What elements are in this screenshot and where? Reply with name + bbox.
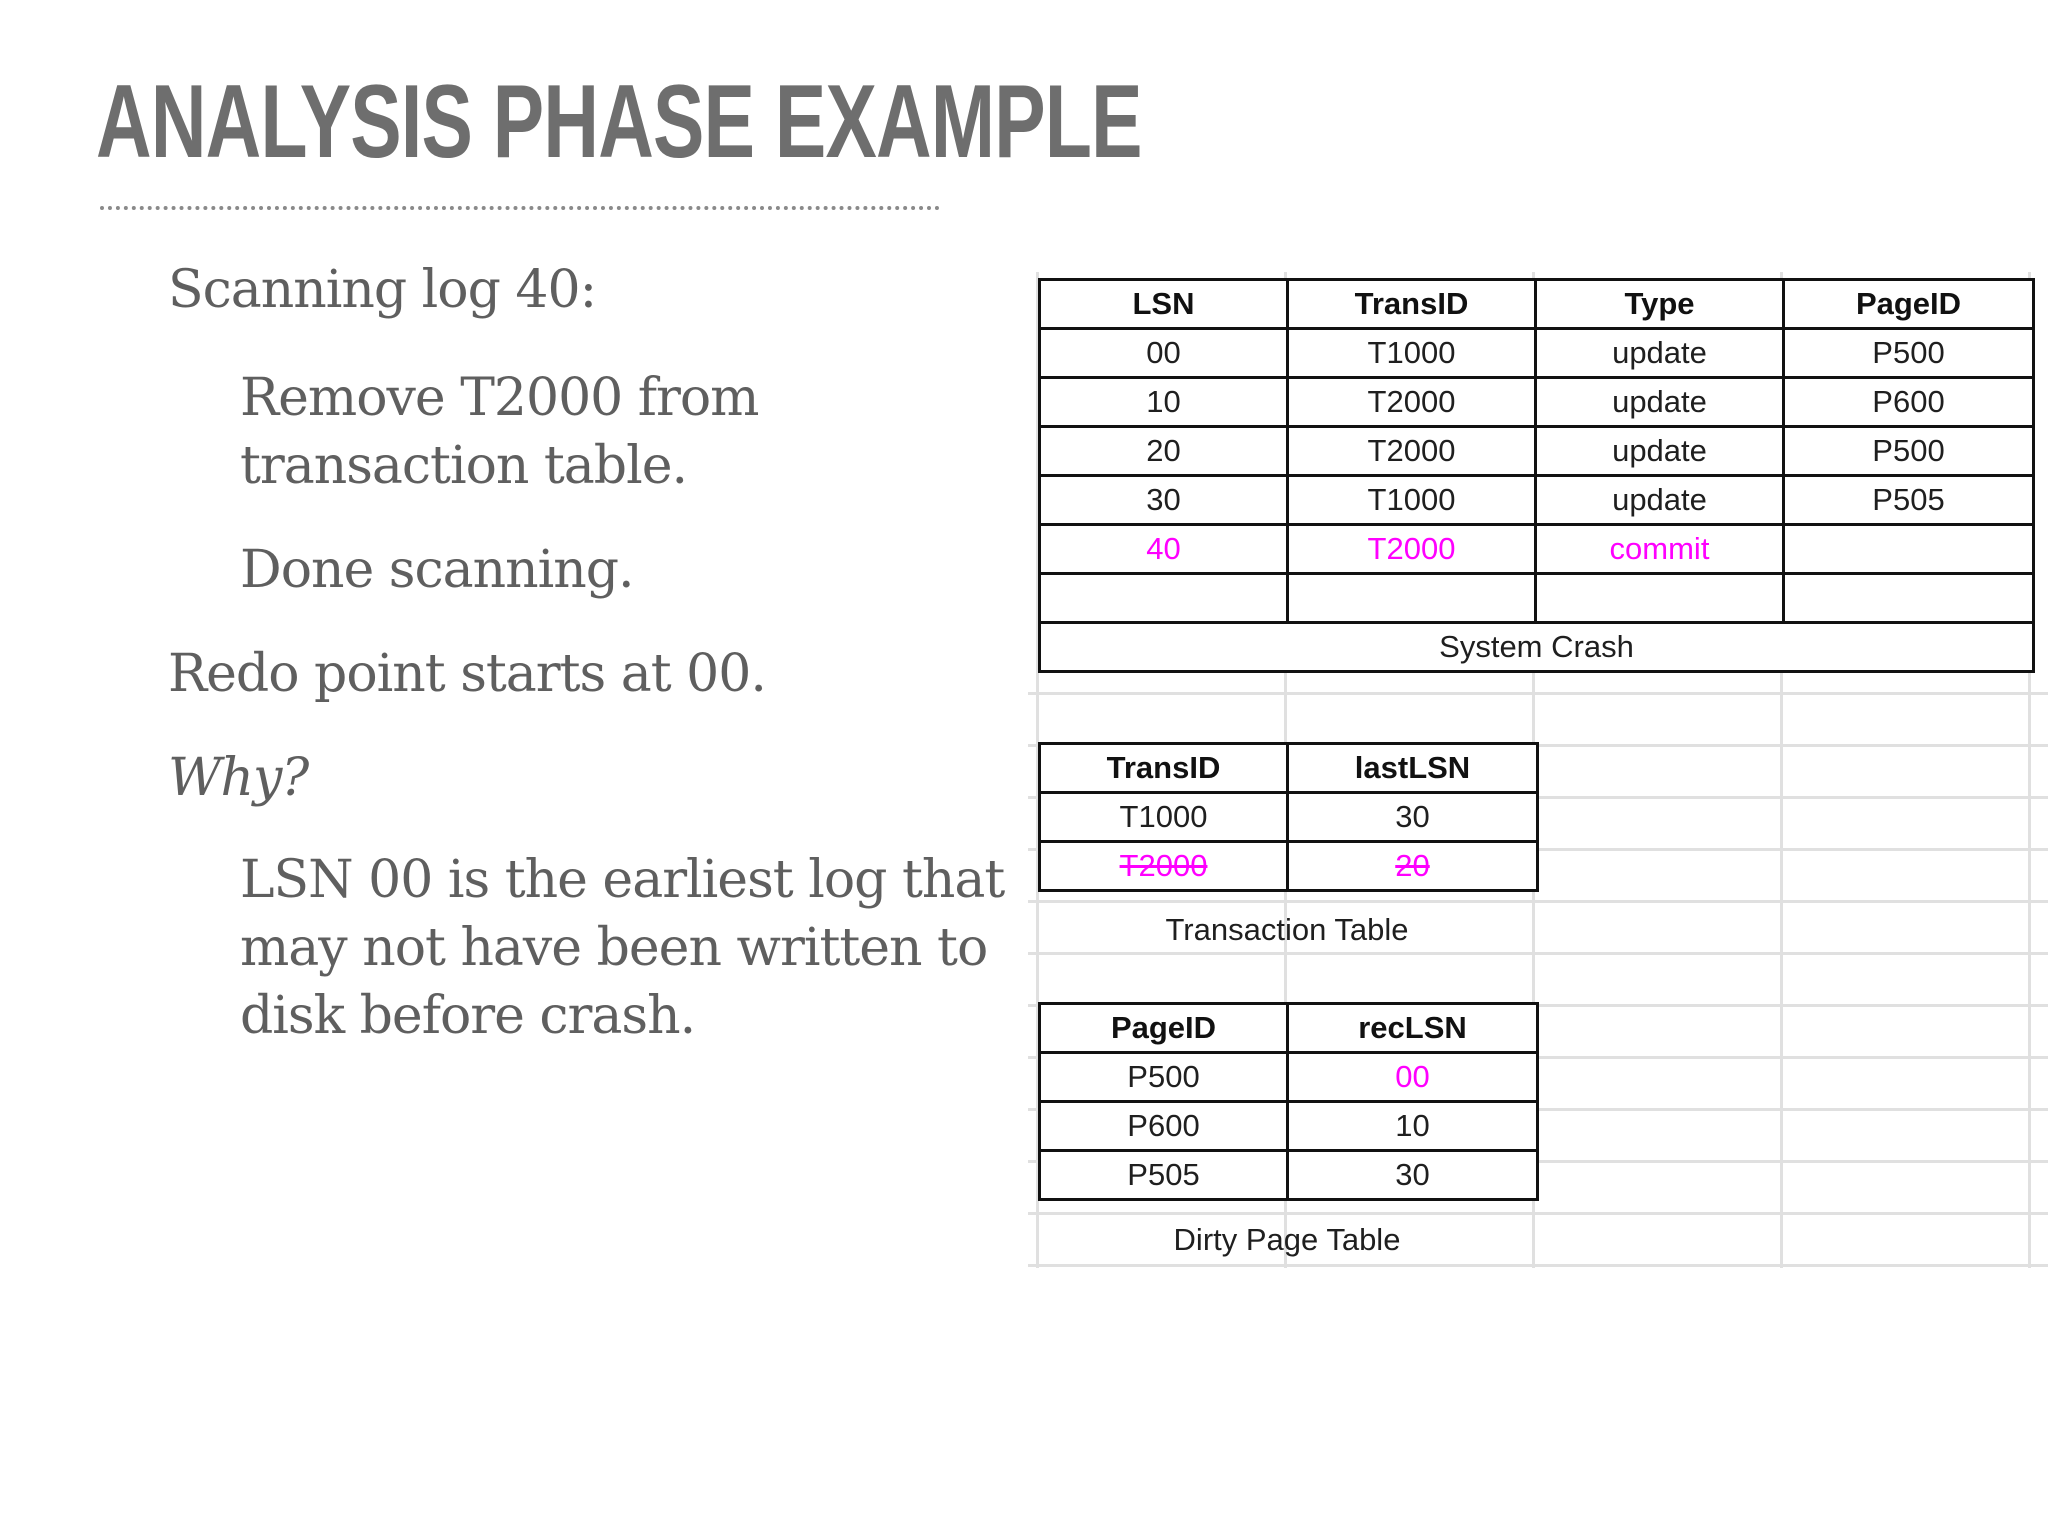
table-row-removed bbox=[1040, 842, 1538, 891]
table-row bbox=[1040, 476, 2034, 525]
title-divider bbox=[100, 206, 940, 210]
system-crash-label: System Crash bbox=[1040, 623, 2034, 672]
table-row-highlighted bbox=[1040, 525, 2034, 574]
dirty-page-table bbox=[1038, 1002, 1539, 1201]
header-cell: Type bbox=[1536, 280, 1784, 329]
table-cell: update bbox=[1536, 378, 1784, 427]
table-cell bbox=[1288, 574, 1536, 623]
table-cell: T2000 bbox=[1288, 427, 1536, 476]
header-cell: TransID bbox=[1040, 744, 1288, 793]
grid-line bbox=[1028, 1264, 2048, 1267]
table-row bbox=[1040, 793, 1538, 842]
table-row bbox=[1040, 1053, 1538, 1102]
body-line: may not have been written to bbox=[240, 918, 988, 978]
body-line: disk before crash. bbox=[240, 986, 696, 1046]
body-line: LSN 00 is the earliest log that bbox=[240, 850, 1005, 910]
header-cell: lastLSN bbox=[1288, 744, 1538, 793]
header-cell: TransID bbox=[1288, 280, 1536, 329]
table-cell: T2000 bbox=[1288, 378, 1536, 427]
table-cell: P500 bbox=[1784, 329, 2034, 378]
table-cell: 30 bbox=[1040, 476, 1288, 525]
body-line: Remove T2000 from bbox=[240, 368, 759, 428]
table-row bbox=[1040, 329, 2034, 378]
table-cell: 30 bbox=[1288, 793, 1538, 842]
table-cell: T1000 bbox=[1288, 476, 1536, 525]
body-line: transaction table. bbox=[240, 436, 688, 496]
slide-title: ANALYSIS PHASE EXAMPLE bbox=[96, 64, 1142, 180]
table-cell: P500 bbox=[1040, 1053, 1288, 1102]
table-cell: 20 bbox=[1040, 427, 1288, 476]
table-cell: commit bbox=[1536, 525, 1784, 574]
body-line-italic: Why? bbox=[168, 748, 309, 808]
table-header-row bbox=[1040, 280, 2034, 329]
table-cell: update bbox=[1536, 427, 1784, 476]
table-cell: P600 bbox=[1784, 378, 2034, 427]
grid-line bbox=[1028, 1212, 2048, 1215]
table-cell: 10 bbox=[1040, 378, 1288, 427]
table-cell bbox=[1784, 525, 2034, 574]
table-row bbox=[1040, 427, 2034, 476]
table-row bbox=[1040, 378, 2034, 427]
header-cell: LSN bbox=[1040, 280, 1288, 329]
table-header-row bbox=[1040, 744, 1538, 793]
transaction-table-caption: Transaction Table bbox=[1165, 912, 1409, 947]
table-cell: 00 bbox=[1040, 329, 1288, 378]
table-cell-struck: 20 bbox=[1288, 842, 1538, 891]
table-cell: P500 bbox=[1784, 427, 2034, 476]
table-cell-struck: T2000 bbox=[1040, 842, 1288, 891]
table-row bbox=[1040, 1102, 1538, 1151]
table-cell: T1000 bbox=[1040, 793, 1288, 842]
table-cell: T2000 bbox=[1288, 525, 1536, 574]
table-cell: P505 bbox=[1784, 476, 2034, 525]
grid-line bbox=[1028, 692, 2048, 695]
table-cell: 30 bbox=[1288, 1151, 1538, 1200]
table-cell-highlighted: 00 bbox=[1288, 1053, 1538, 1102]
table-cell bbox=[1040, 574, 1288, 623]
log-table bbox=[1038, 278, 2035, 673]
table-cell: update bbox=[1536, 329, 1784, 378]
transaction-table bbox=[1038, 742, 1539, 892]
table-header-row bbox=[1040, 1004, 1538, 1053]
header-cell: recLSN bbox=[1288, 1004, 1538, 1053]
table-cell: P505 bbox=[1040, 1151, 1288, 1200]
spreadsheet bbox=[1028, 272, 2048, 1272]
table-cell: T1000 bbox=[1288, 329, 1536, 378]
table-cell bbox=[1784, 574, 2034, 623]
table-cell bbox=[1536, 574, 1784, 623]
grid-line bbox=[1028, 952, 2048, 955]
table-row bbox=[1040, 1151, 1538, 1200]
dirty-page-table-caption: Dirty Page Table bbox=[1173, 1222, 1401, 1257]
header-cell: PageID bbox=[1040, 1004, 1288, 1053]
grid-line bbox=[1028, 900, 2048, 903]
body-line: Redo point starts at 00. bbox=[168, 644, 766, 704]
body-line: Done scanning. bbox=[240, 540, 634, 600]
table-cell: P600 bbox=[1040, 1102, 1288, 1151]
table-cell: update bbox=[1536, 476, 1784, 525]
body-line: Scanning log 40: bbox=[168, 260, 597, 320]
table-row-empty bbox=[1040, 574, 2034, 623]
header-cell: PageID bbox=[1784, 280, 2034, 329]
table-cell: 10 bbox=[1288, 1102, 1538, 1151]
table-cell: 40 bbox=[1040, 525, 1288, 574]
table-footer-row bbox=[1040, 623, 2034, 672]
